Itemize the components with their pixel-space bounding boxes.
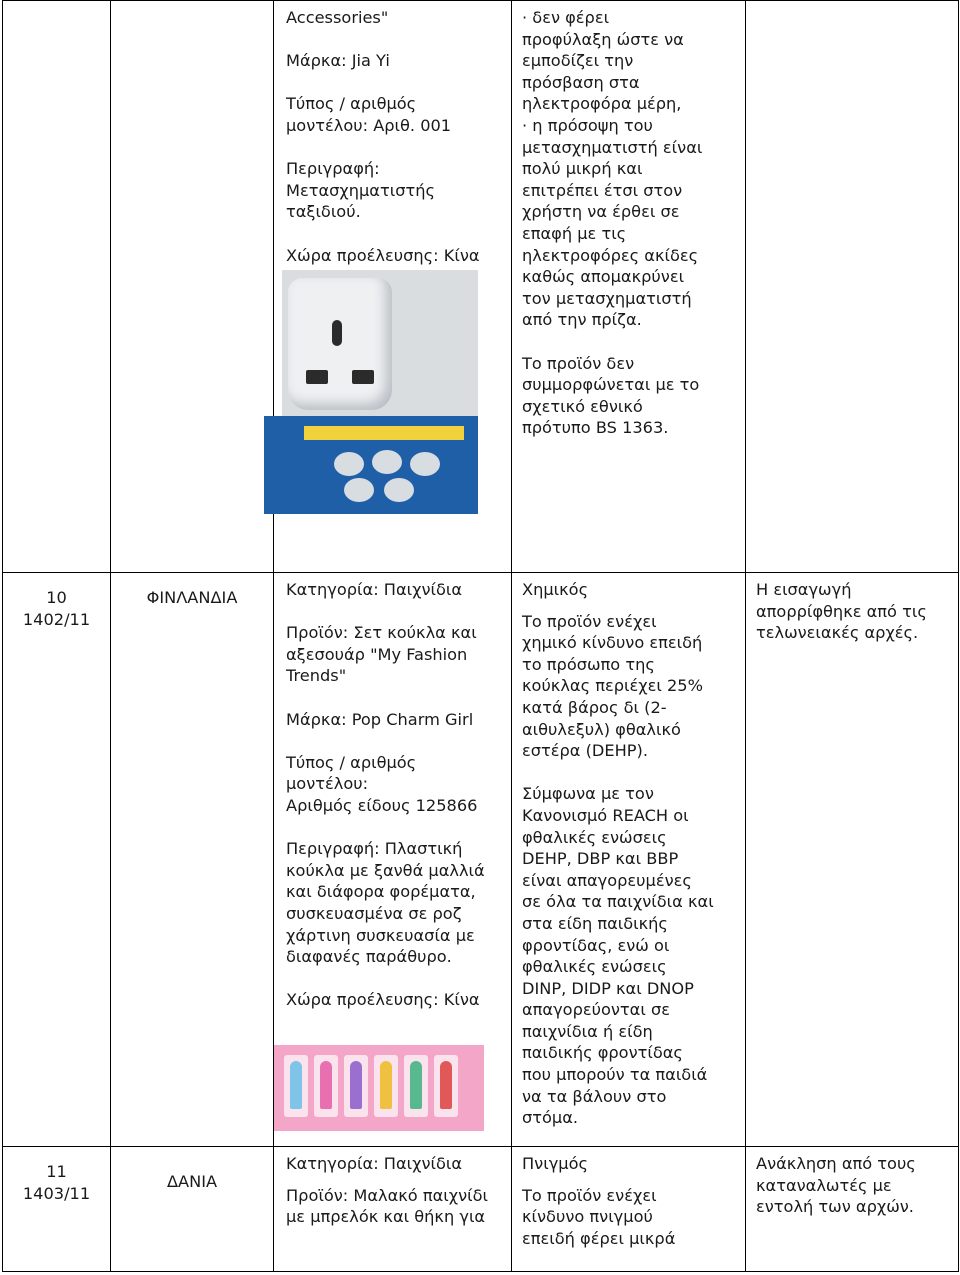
- description-line: Accessories": [286, 8, 389, 27]
- travel-adapter-photo: [282, 270, 478, 514]
- description-line: Κατηγορία: Παιχνίδια: [286, 1154, 463, 1173]
- product-alert-table: [2, 0, 959, 1272]
- risk-text: · δεν φέρει προφύλαξη ώστε να εμποδίζει την πρόσβαση στα ηλεκτροφόρα μέρη, · η πρόσοψη του μετασχηματιστή είναι πολύ μικρή και επιτρέπει έτσι στον χρήστη να έρθει σε επαφή με τις ηλεκτροφόρες ακίδες καθώς απομακρύνει τον μετασχηματιστή από την πρίζα.: [522, 8, 703, 330]
- entry-number-cell: [3, 573, 111, 1147]
- adapter-package-image: [264, 416, 478, 514]
- description-line: Προϊόν: Σετ κούκλα και αξεσουάρ "My Fashion Trends": [286, 623, 477, 686]
- measures-cell: [746, 573, 959, 1147]
- entry-reference: 1403/11: [22, 1183, 91, 1203]
- country-cell: [111, 1, 274, 573]
- country-cell: [111, 1147, 274, 1272]
- description-line: Μάρκα: Pop Charm Girl: [286, 709, 474, 729]
- measures-cell: [746, 1, 959, 573]
- package-label: [304, 426, 464, 440]
- description-line: Τύπος / αριθμός μοντέλου: Αριθ. 001: [286, 94, 452, 135]
- measures-cell: [746, 1147, 959, 1272]
- description-cell: [274, 573, 512, 1147]
- description-line: Μάρκα: Jia Yi: [286, 51, 390, 71]
- risk-text: Το προϊόν δεν συμμορφώνεται με το σχετικό εθνικό πρότυπο BS 1363.: [522, 353, 700, 438]
- risk-text: Το προϊόν ενέχει κίνδυνο πνιγμού επειδή φέρει μικρά: [522, 1185, 676, 1248]
- description-cell: [274, 1, 512, 573]
- risk-cell: [512, 1, 746, 573]
- risk-text: Σύμφωνα με τον Κανονισμό REACH οι φθαλικές ενώσεις DEHP, DBP και BBP είναι απαγορευμένες σε όλα τα παιχνίδια και στα είδη παιδικής φροντίδας, ενώ οι φθαλικές ενώσεις DINP, DIDP και DNOP απαγορεύονται σε παιχνίδια ή είδη παιδικής φροντίδας που μπορούν τα παιδιά να τα βάλουν στο στόμα.: [522, 784, 714, 1128]
- risk-type: Πνιγμός: [522, 1154, 588, 1173]
- table-row: [3, 1147, 959, 1272]
- risk-cell: [512, 1147, 746, 1272]
- risk-cell: [512, 573, 746, 1147]
- description-line: Περιγραφή: Πλαστική κούκλα με ξανθά μαλλιά και διάφορα φορέματα, συσκευασμένα σε ροζ χάρτινη συσκευασία με διαφανές παράθυρο.: [286, 839, 485, 967]
- description-line: Προϊόν: Μαλακό παιχνίδι με μπρελόκ και θήκη για: [286, 1185, 488, 1227]
- entry-number: 10: [46, 588, 67, 607]
- description-line: Χώρα προέλευσης: Κίνα: [286, 245, 480, 265]
- risk-text: Το προϊόν ενέχει χημικό κίνδυνο επειδή το πρόσωπο της κούκλας περιέχει 25% κατά βάρος δι (2- αιθυλεξυλ) φθαλικό εστέρα (DEHP).: [522, 611, 703, 761]
- adapter-plug-image: [282, 270, 478, 416]
- entry-number: 11: [46, 1162, 67, 1181]
- description-line: Περιγραφή: Μετασχηματιστής ταξιδιού.: [286, 159, 435, 222]
- doll-set-box-photo: [274, 1045, 484, 1131]
- description-cell: [274, 1147, 512, 1272]
- entry-number-cell: [3, 1, 111, 573]
- description-line: Χώρα προέλευσης: Κίνα: [286, 990, 480, 1010]
- country-name: ΔΑΝΙΑ: [166, 1172, 218, 1191]
- description-line: Κατηγορία: Παιχνίδια: [286, 580, 463, 599]
- country-name: ΦΙΝΛΑΝΔΙΑ: [146, 588, 238, 607]
- table-row: [3, 1, 959, 573]
- entry-number-cell: [3, 1147, 111, 1272]
- risk-type: Χημικός: [522, 580, 589, 599]
- description-line: Τύπος / αριθμός μοντέλου: Αριθμός είδους 125866: [286, 752, 478, 815]
- entry-reference: 1402/11: [22, 609, 91, 629]
- country-cell: [111, 573, 274, 1147]
- table-row: [3, 573, 959, 1147]
- measures-text: Η εισαγωγή απορρίφθηκε από τις τελωνειακές αρχές.: [756, 580, 927, 643]
- measures-text: Ανάκληση από τους καταναλωτές με εντολή των αρχών.: [756, 1154, 916, 1217]
